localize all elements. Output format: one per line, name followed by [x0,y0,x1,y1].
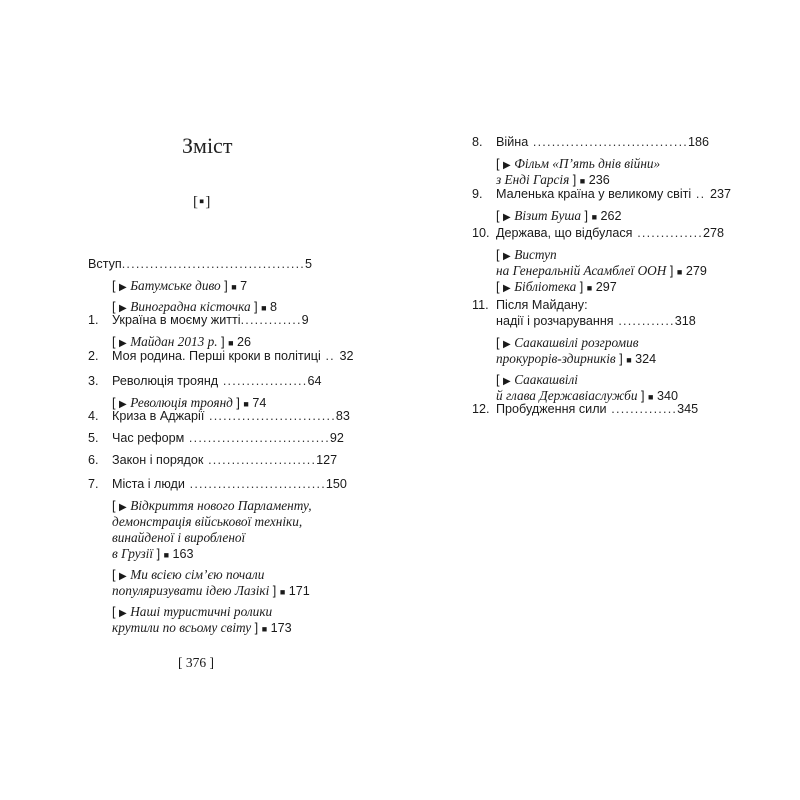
toc-entry-9 [472,187,731,229]
square-icon: ■ [676,267,683,277]
toc-entry-4 [88,409,350,430]
subpage: 7 [240,279,248,293]
toc-title: надії і розчарування [496,314,614,328]
toc-subline: [ ▶ Наші туристичні ролики [112,604,273,619]
toc-entry-intro [88,257,313,320]
toc-subline: прокурорів-здирників ] ■ 324 [496,351,657,366]
toc-subline: крутили по всьому світу ] ■ 173 [112,620,292,635]
subtitle: Наші туристичні ролики [130,604,273,619]
toc-title: Пробудження сили [496,402,607,416]
leader-dots: ............................. [184,477,326,491]
square-icon: ■ [261,303,267,313]
toc-subline: [ ▶ Відкриття нового Парламенту, [112,498,312,513]
toc-subline: [ ▶ Фільм «П’ять днів війни» [496,156,661,171]
square-icon: ■ [591,212,597,222]
toc-subline: в Грузії ] ■ 163 [112,546,194,561]
toc-subline: [ ▶ Ми всією сім’єю почали [112,567,265,582]
toc-entry-8 [472,135,709,193]
toc-line [88,349,354,370]
play-icon: ▶ [119,303,127,314]
leader-dots: .. [320,349,340,363]
chapter-num: 5. [88,431,99,445]
toc-line [472,298,717,314]
leader-dots: .............. [606,402,678,416]
subpage: 74 [252,396,267,410]
play-icon: ▶ [119,282,127,293]
toc-entry-6 [88,453,338,474]
subtitle: Ми всією сім’єю почали [130,567,265,582]
chapter-num: 9. [472,187,483,201]
chapter-num: 3. [88,374,99,388]
play-icon: ▶ [503,283,511,294]
toc-subline: й глава Державіаслужби ] ■ 340 [496,388,678,403]
toc-line [472,135,709,156]
toc-line [88,257,313,278]
toc-title: Вступ [88,257,122,271]
toc-subline: [ ▶ Батумське диво ] ■ 7 [112,278,248,293]
toc-title: Держава, що відбулася [496,226,633,240]
square-icon: ■ [586,283,593,293]
toc-subline: [ ▶ Революція троянд ] ■ 74 [112,395,267,410]
subpage: 324 [635,352,657,366]
section-ornament: [▪] [193,194,212,210]
toc-line [88,409,350,430]
subpage: 173 [270,621,292,635]
toc-entry-11 [472,298,717,409]
play-icon: ▶ [503,251,511,262]
subtitle: Саакашвілі [514,372,578,387]
leader-dots: .............. [632,226,703,240]
leader-dots: .............................. [184,431,330,445]
toc-line [88,374,322,395]
subtitle: в Грузії [112,546,154,561]
toc-title: Моя родина. Перші кроки в політиці [112,349,321,363]
toc-title: Революція троянд [112,374,219,388]
toc-line [472,402,717,423]
leader-dots: .................. [218,374,308,388]
toc-subline: популяризувати ідею Лазікі ] ■ 171 [112,583,310,598]
square-icon: ■ [261,624,268,634]
subpage: 279 [685,264,707,278]
chapter-num: 6. [88,453,99,467]
subtitle: Фільм «П’ять днів війни» [514,156,661,171]
toc-subline: [ ▶ Саакашвілі розгромив [496,335,639,350]
chapter-num: 1. [88,313,99,327]
subpage: 171 [288,584,310,598]
toc-page: 318 [674,314,696,328]
square-icon: ■ [279,587,286,597]
contents-title: Зміст [182,133,233,158]
toc-page: 5 [305,257,313,271]
page-number: [ 376 ] [178,655,214,670]
toc-title: Час реформ [112,431,185,445]
toc-title: Після Майдану: [496,298,588,312]
toc-title: Криза в Аджарії [112,409,205,423]
toc-subline: на Генеральній Асамблеї ООН ] ■ 279 [496,263,707,278]
play-icon: ▶ [503,376,511,387]
chapter-num: 8. [472,135,483,149]
subtitle: Майдан 2013 р. [130,334,218,349]
leader-dots: ............ [613,314,675,328]
toc-subline: [ ▶ Виноградна кісточка ] ■ 8 [112,299,278,314]
toc-subline [88,530,323,546]
toc-subline: [ ▶ Виступ [496,247,557,262]
toc-subline: [ ▶ Саакашвілі [496,372,578,387]
toc-page: 186 [687,135,709,149]
subtitle: Батумське диво [130,278,221,293]
subtitle: на Генеральній Асамблеї ООН [496,263,667,278]
toc-page: 345 [677,402,699,416]
subtitle: демонстрація військової техніки, [112,514,303,529]
subtitle: популяризувати ідею Лазікі [112,583,270,598]
toc-entry-5 [88,431,344,452]
toc-line [88,477,347,498]
leader-dots: .. [691,187,710,201]
subtitle: винайденої і виробленої [112,530,246,545]
toc-line [472,226,725,247]
play-icon: ▶ [119,571,127,582]
play-icon: ▶ [119,608,127,619]
play-icon: ▶ [119,399,127,410]
subtitle: Саакашвілі розгромив [514,335,639,350]
subtitle: з Енді Гарсія [496,172,570,187]
toc-title: Україна в моєму житті [112,313,241,327]
toc-page: 92 [329,431,344,445]
subtitle: Бібліотека [514,279,577,294]
toc-subline: [ ▶ Бібліотека ] ■ 297 [496,279,617,294]
toc-title: Маленька країна у великому світі [496,187,692,201]
toc-page: 127 [316,453,338,467]
play-icon: ▶ [503,339,511,350]
chapter-num: 10. [472,226,490,240]
toc-page: 64 [307,374,322,388]
toc-line [88,313,313,334]
toc-title: Закон і порядок [112,453,204,467]
square-icon: ■ [626,355,632,365]
toc-entry-12 [472,402,717,423]
subtitle: Революція троянд [130,395,233,410]
leader-dots: ....................... [203,453,317,467]
right-page [400,0,800,800]
leader-dots: ................................. [528,135,688,149]
leader-dots: ....................................... [121,257,305,271]
toc-entry-10 [472,226,725,300]
subpage: 163 [172,547,194,561]
play-icon: ▶ [119,338,127,349]
toc-page: 237 [709,187,731,201]
toc-line [472,187,731,208]
subpage: 8 [270,300,278,314]
subtitle: Виступ [514,247,557,262]
toc-entry-7 [88,477,347,641]
subtitle: прокурорів-здирників [496,351,616,366]
toc-page: 150 [325,477,347,491]
subpage: 340 [656,389,678,403]
subpage: 297 [595,280,617,294]
leader-dots: ............. [240,313,302,327]
square-icon: ■ [648,392,654,402]
toc-subline: [ ▶ Майдан 2013 р. ] ■ 26 [112,334,252,349]
toc-entry-2 [88,349,354,370]
toc-subline [88,514,323,530]
subtitle: Виноградна кісточка [130,299,251,314]
play-icon: ▶ [119,502,127,513]
square-icon: ■ [231,282,237,292]
toc-page: 9 [301,313,309,327]
toc-title: Міста і люди [112,477,185,491]
chapter-num: 12. [472,402,490,416]
square-icon: ■ [228,338,234,348]
subtitle: Відкриття нового Парламенту, [130,498,312,513]
toc-line [88,431,344,452]
subpage: 26 [237,335,252,349]
square-icon: ■ [579,176,586,186]
toc-page: 278 [703,226,725,240]
play-icon: ▶ [503,160,511,171]
toc-line [472,314,717,335]
toc-subline: з Енді Гарсія ] ■ 236 [496,172,610,187]
subpage: 236 [588,173,610,187]
toc-page: 83 [335,409,350,423]
play-icon: ▶ [503,212,511,223]
chapter-num: 7. [88,477,99,491]
toc-title: Війна [496,135,529,149]
toc-subline: [ ▶ Візит Буша ] ■ 262 [496,208,622,223]
toc-line [88,453,338,474]
chapter-num: 4. [88,409,99,423]
square-icon: ■ [163,550,170,560]
chapter-num: 11. [472,298,489,312]
chapter-num: 2. [88,349,99,363]
toc-page: 32 [339,349,354,363]
subtitle: крутили по всьому світу [112,620,252,635]
subtitle: Візит Буша [514,208,582,223]
leader-dots: ........................... [204,409,336,423]
subpage: 262 [600,209,622,223]
subtitle: й глава Державіаслужби [496,388,638,403]
square-icon: ■ [243,399,249,409]
